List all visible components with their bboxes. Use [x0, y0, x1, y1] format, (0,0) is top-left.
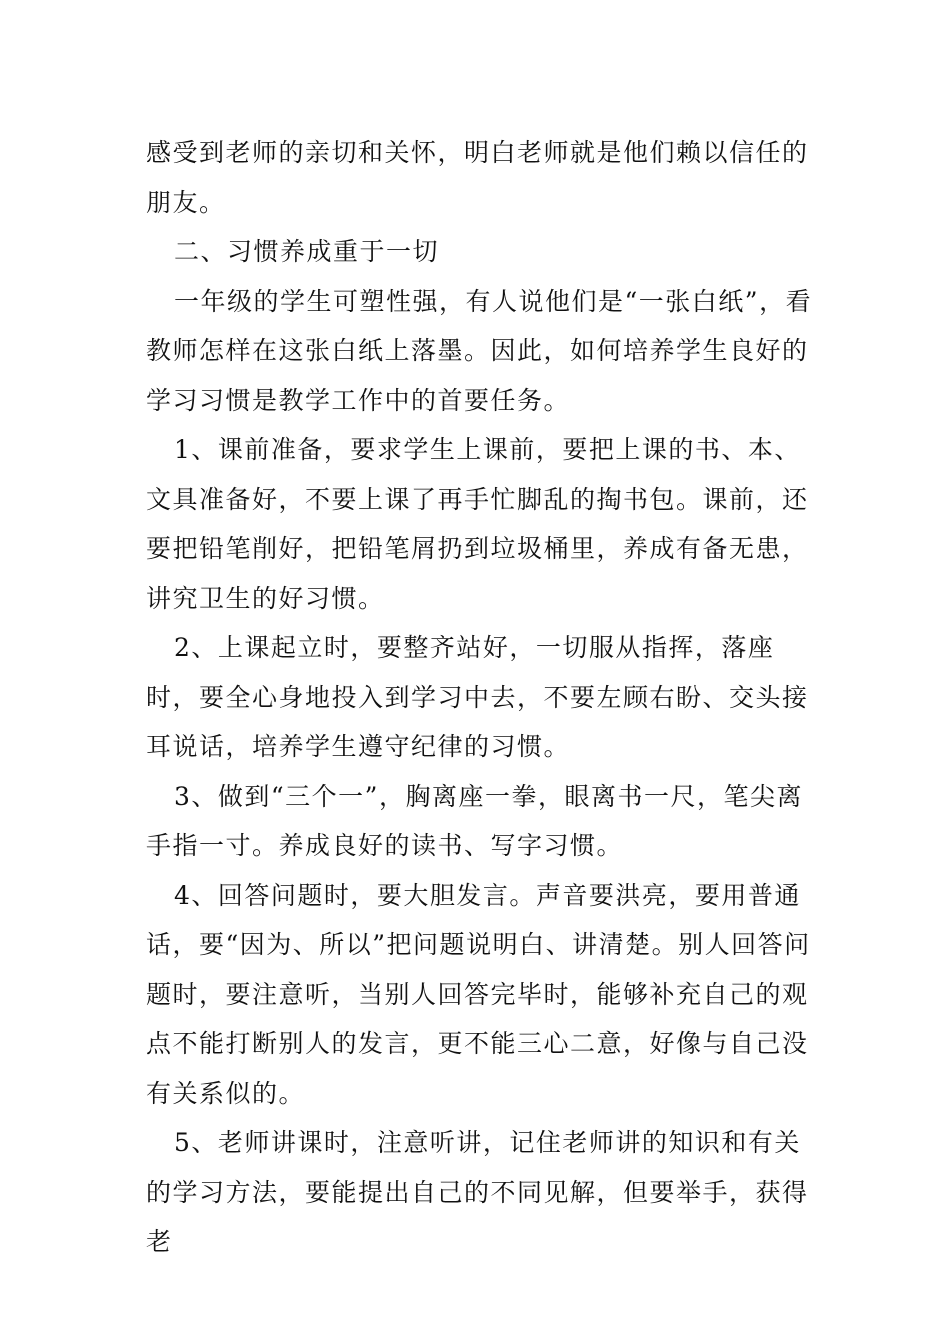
paragraph-intro: 一年级的学生可塑性强，有人说他们是“一张白纸”，看教师怎样在这张白纸上落墨。因此，如何培养学生良好的学习习惯是教学工作中的首要任务。 — [146, 286, 813, 415]
list-item-3: 3、做到“三个一”，胸离座一拳，眼离书一尺，笔尖离手指一寸。养成良好的读书、写字习惯。 — [146, 781, 803, 860]
list-item-5: 5、老师讲课时，注意听讲，记住老师讲的知识和有关的学习方法，要能提出自己的不同见解，但要举手，获得老 — [146, 1128, 809, 1256]
section-heading: 二、习惯养成重于一切 — [174, 237, 440, 266]
list-item-4: 4、回答问题时，要大胆发言。声音要洪亮，要用普通话，要“因为、所以”把问题说明白、讲清楚。别人回答问题时，要注意听，当别人回答完毕时，能够补充自己的观点不能打断别人的发言，更不能三心二意，好像与自己没有关系似的。 — [146, 880, 811, 1108]
paragraph-continuation: 感受到老师的亲切和关怀，明白老师就是他们赖以信任的朋友。 — [146, 138, 809, 217]
document-body — [146, 128, 816, 1267]
list-item-1: 1、课前准备，要求学生上课前，要把上课的书、本、文具准备好，不要上课了再手忙脚乱的掏书包。课前，还要把铅笔削好，把铅笔屑扔到垃圾桶里，养成有备无患，讲究卫生的好习惯。 — [146, 435, 809, 613]
list-item-2: 2、上课起立时，要整齐站好，一切服从指挥，落座时，要全心身地投入到学习中去，不要左顾右盼、交头接耳说话，培养学生遵守纪律的习惯。 — [146, 633, 809, 761]
